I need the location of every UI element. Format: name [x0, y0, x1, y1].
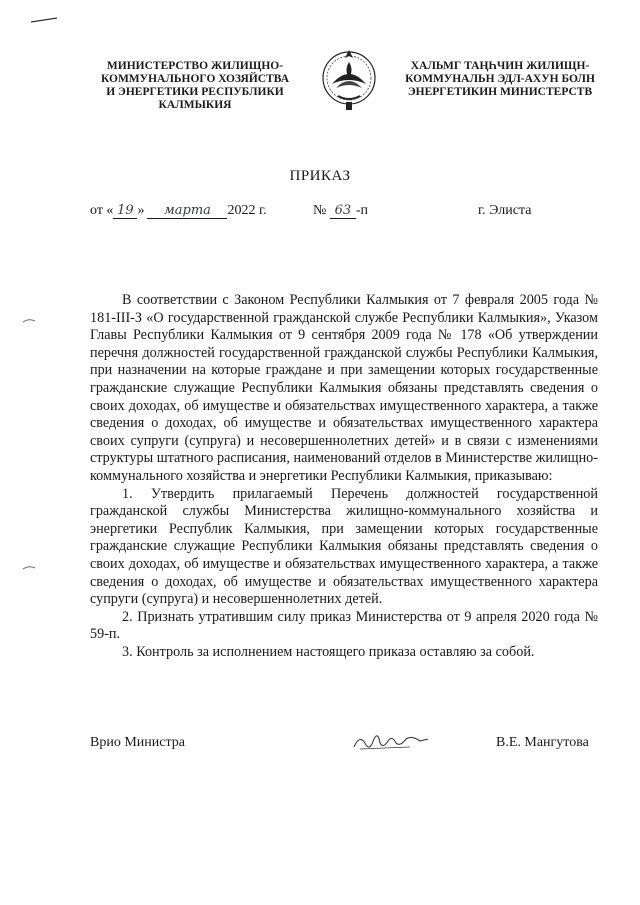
emblem-icon: [320, 44, 378, 114]
ministry-name-xal: ХАЛЬМГ ТАҢҺЧИН ЖИЛИЩН-КОММУНАЛЬН ЭДЛ-АХУН БОЛН ЭНЕРГЕТИКИН МИНИСТЕРСТВ: [405, 60, 595, 98]
date-year: 2022 г.: [227, 203, 267, 218]
ministry-name-ru: МИНИСТЕРСТВО ЖИЛИЩНО-КОММУНАЛЬНОГО ХОЗЯЙСТВА И ЭНЕРГЕТИКИ РЕСПУБЛИКИ КАЛМЫКИЯ: [100, 60, 290, 111]
number-prefix: №: [313, 203, 327, 218]
scan-mark-icon: [22, 318, 36, 324]
number-suffix: -п: [355, 203, 369, 218]
item-2: 2. Признать утратившим силу приказ Министерства от 9 апреля 2020 года № 59-п.: [90, 608, 598, 643]
signer-name: В.Е. Мангутова: [496, 735, 589, 750]
signer-title: Врио Министра: [90, 735, 185, 750]
preamble: В соответствии с Законом Республики Калмыкия от 7 февраля 2005 года № 181-III-З «О государственной гражданской службе Республики Калмыкия», Указом Главы Республики Калмыкия от 9 сентября 2009 года № 178 «Об утверждении перечня должностей государственной гражданской службы Республики Калмыкия, при назначении на которые граждане и при замещении которых государственные гражданские служащие Республики Калмыкия обязаны представлять сведения о своих доходах, об имуществе и обязательствах имущественного характера, а также сведения о доходах, об имуществе и обязательствах имущественного характера своих супруги (супруга) и несовершеннолетних детей» и в связи с изменениями структуры штатного расписания, наименований отделов в Министерстве жилищно-коммунального хозяйства и энергетики Республики Калмыкия, приказываю:: [90, 292, 598, 484]
number-value: 63: [330, 203, 356, 219]
date-day: 19: [113, 203, 137, 219]
order-number: [313, 203, 368, 219]
item-1: 1. Утвердить прилагаемый Перечень должностей государственной гражданской службы Министерства жилищно-коммунального хозяйства и энергетики Республик Калмыкия, при замещении которых государственные гражданские служащие Республики Калмыкия обязаны представлять сведения о своих доходах, об имуществе и обязательствах имущественного характера, а также сведения о доходах, об имуществе и обязательствах имущественного характера супруги (супруга) и несовершеннолетних детей.: [90, 485, 598, 608]
date-mid: »: [137, 203, 145, 218]
date-prefix: от «: [90, 203, 114, 218]
item-3: 3. Контроль за исполнением настоящего приказа оставляю за собой.: [122, 643, 535, 660]
order-date: [90, 203, 267, 219]
signature-icon: [350, 725, 430, 755]
city: г. Элиста: [478, 203, 532, 218]
date-month: марта: [147, 203, 227, 219]
order-body: [90, 292, 598, 661]
scan-mark-icon: [30, 16, 58, 24]
scan-mark-icon: [22, 565, 36, 571]
document-title: ПРИКАЗ: [289, 168, 351, 184]
